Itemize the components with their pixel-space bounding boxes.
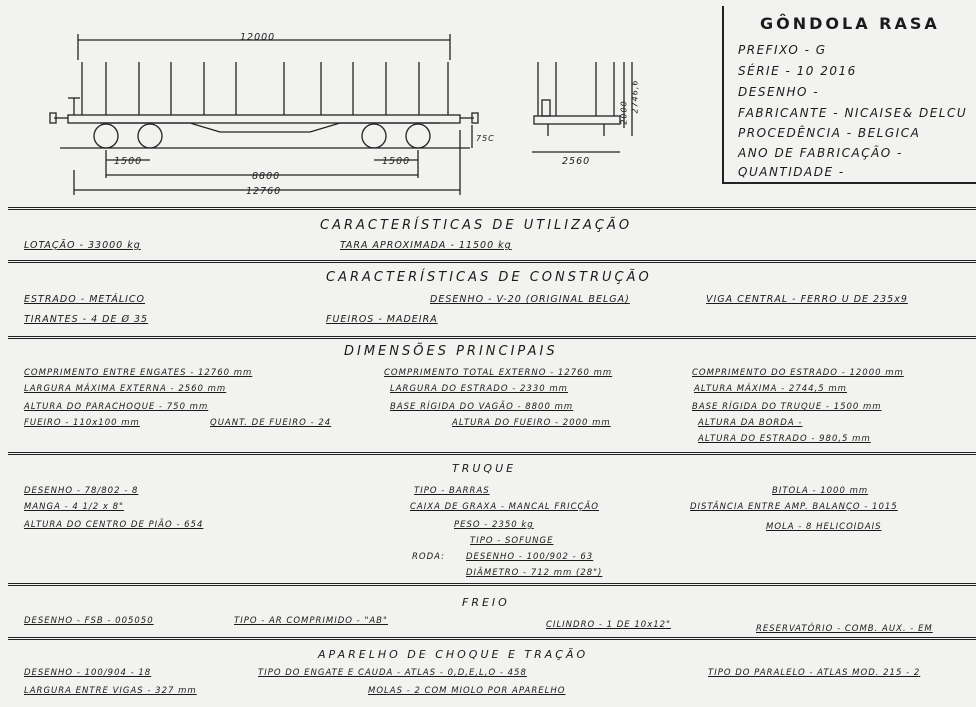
divider-construcao — [8, 260, 976, 263]
divider-utilizacao — [8, 207, 976, 210]
dim-max-height: 2746,6 — [630, 79, 640, 114]
field-comp-engates: COMPRIMENTO ENTRE ENGATES - 12760 mm — [24, 368, 253, 378]
field-largura-vigas: LARGURA ENTRE VIGAS - 327 mm — [24, 686, 197, 696]
field-distancia: DISTÂNCIA ENTRE AMP. BALANÇO - 1015 — [690, 502, 898, 512]
field-base-vagao: BASE RÍGIDA DO VAGÃO - 8800 mm — [390, 402, 574, 412]
field-caixa-graxa: CAIXA DE GRAXA - MANCAL FRICÇÃO — [410, 502, 600, 512]
field-base-truque: BASE RÍGIDA DO TRUQUE - 1500 mm — [692, 402, 882, 412]
dim-end-width: 2560 — [562, 156, 591, 167]
field-truque-tipo: TIPO - BARRAS — [414, 486, 490, 496]
field-roda-desenho: DESENHO - 100/902 - 63 — [466, 552, 594, 562]
title-block-prefixo: PREFIXO - G — [738, 43, 827, 57]
field-manga: MANGA - 4 1/2 x 8" — [24, 502, 124, 512]
field-lotacao: LOTAÇÃO - 33000 kg — [24, 240, 141, 251]
field-altura-borda: ALTURA DA BORDA - — [698, 418, 803, 428]
heading-utilizacao: CARACTERÍSTICAS DE UTILIZAÇÃO — [320, 218, 633, 233]
title-block-serie: SÉRIE - 10 2016 — [738, 64, 857, 78]
field-choque-desenho: DESENHO - 100/904 - 18 — [24, 668, 152, 678]
divider-dimensoes — [8, 336, 976, 339]
field-truque-desenho: DESENHO - 78/802 - 8 — [24, 486, 139, 496]
field-freio-tipo: TIPO - AR COMPRIMIDO - "AB" — [234, 616, 388, 626]
dim-truck-base-left: 1500 — [114, 156, 143, 167]
field-estrado: ESTRADO - METÁLICO — [24, 294, 146, 305]
field-comp-estrado: COMPRIMENTO DO ESTRADO - 12000 mm — [692, 368, 904, 378]
field-altura-parachoque: ALTURA DO PARACHOQUE - 750 mm — [24, 402, 209, 412]
field-fueiro: FUEIRO - 110x100 mm — [24, 418, 140, 428]
divider-choque — [8, 637, 976, 640]
field-tara: TARA APROXIMADA - 11500 kg — [340, 240, 512, 251]
title-block-title: GÔNDOLA RASA — [760, 14, 940, 33]
field-fueiros: FUEIROS - MADEIRA — [326, 314, 438, 325]
field-molas: MOLAS - 2 COM MIOLO POR APARELHO — [368, 686, 566, 696]
label-roda: RODA: — [412, 552, 445, 562]
field-freio-desenho: DESENHO - FSB - 005050 — [24, 616, 154, 626]
field-altura-fueiro: ALTURA DO FUEIRO - 2000 mm — [452, 418, 611, 428]
field-diametro: DIÂMETRO - 712 mm (28") — [466, 568, 603, 578]
dim-buffer-height: 75C — [476, 134, 495, 143]
title-block-quantidade: QUANTIDADE - — [738, 165, 845, 179]
divider-freio — [8, 583, 976, 586]
field-comp-total: COMPRIMENTO TOTAL EXTERNO - 12760 mm — [384, 368, 613, 378]
heading-freio: FREIO — [462, 596, 510, 609]
heading-truque: TRUQUE — [452, 462, 517, 475]
field-larg-max: LARGURA MÁXIMA EXTERNA - 2560 mm — [24, 384, 227, 394]
field-tipo-sofunge: TIPO - SOFUNGE — [470, 536, 554, 546]
field-paralelo: TIPO DO PARALELO - ATLAS MOD. 215 - 2 — [708, 668, 921, 678]
title-block-desenho: DESENHO - — [738, 85, 820, 99]
field-tirantes: TIRANTES - 4 DE Ø 35 — [24, 314, 149, 325]
field-cilindro: CILINDRO - 1 DE 10x12" — [546, 620, 671, 630]
heading-construcao: CARACTERÍSTICAS DE CONSTRUÇÃO — [326, 270, 652, 285]
field-quant-fueiro: QUANT. DE FUEIRO - 24 — [210, 418, 332, 428]
field-altura-max: ALTURA MÁXIMA - 2744,5 mm — [694, 384, 847, 394]
title-block — [722, 6, 976, 184]
title-block-procedencia: PROCEDÊNCIA - BELGICA — [738, 126, 921, 140]
field-larg-estrado: LARGURA DO ESTRADO - 2330 mm — [390, 384, 568, 394]
field-viga: VIGA CENTRAL - FERRO U DE 235x9 — [706, 294, 908, 305]
field-peso: PESO - 2350 kg — [454, 520, 534, 530]
divider-truque — [8, 452, 976, 455]
heading-dimensoes: DIMENSÕES PRINCIPAIS — [344, 344, 558, 359]
field-mola: MOLA - 8 HELICOIDAIS — [766, 522, 882, 532]
field-bitola: BITOLA - 1000 mm — [772, 486, 869, 496]
heading-choque: APARELHO DE CHOQUE E TRAÇÃO — [318, 648, 589, 661]
dim-overall-length-deck: 12000 — [240, 32, 276, 43]
field-choque-tipo: TIPO DO ENGATE E CAUDA - ATLAS - 0,D,E,L,O - 458 — [258, 668, 527, 678]
field-altura-estrado: ALTURA DO ESTRADO - 980,5 mm — [698, 434, 871, 444]
field-desenho-construcao: DESENHO - V-20 (ORIGINAL BELGA) — [430, 294, 630, 305]
dim-overall-length: 12760 — [246, 186, 282, 197]
field-altura-piao: ALTURA DO CENTRO DE PIÃO - 654 — [24, 520, 204, 530]
dim-rigid-base: 8800 — [252, 171, 281, 182]
title-block-ano: ANO DE FABRICAÇÃO - — [738, 146, 903, 160]
dim-truck-base-right: 1500 — [382, 156, 411, 167]
dim-stake-height: 2000 — [619, 100, 629, 125]
field-reservatorio: RESERVATÓRIO - COMB. AUX. - EM — [756, 624, 933, 634]
title-block-fabricante: FABRICANTE - NICAISE& DELCU — [738, 106, 968, 120]
